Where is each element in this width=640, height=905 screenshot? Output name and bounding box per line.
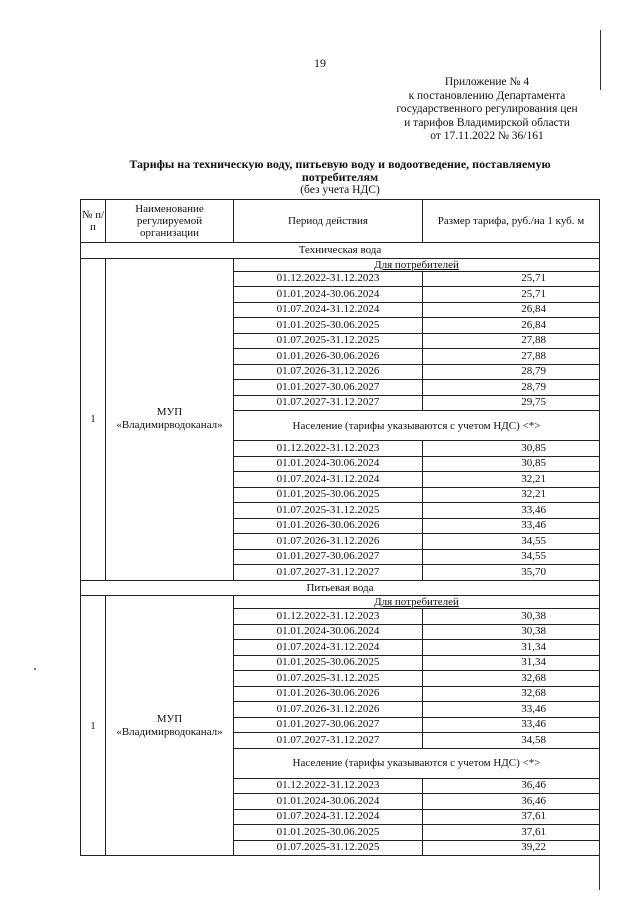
section-row	[81, 243, 600, 259]
tariff-cell: 37,61	[423, 809, 600, 825]
period-cell: 01.01.2026-30.06.2026	[234, 349, 423, 365]
section-title: Техническая вода	[81, 243, 600, 259]
row-number: 1	[81, 596, 106, 856]
period-cell: 01.01.2025-30.06.2025	[234, 655, 423, 671]
tariff-cell: 33,46	[423, 518, 600, 534]
scan-mark	[600, 30, 601, 90]
group-row	[81, 258, 600, 271]
appendix-line: государственного регулирования цен	[396, 103, 578, 115]
table-header-row	[81, 200, 600, 243]
appendix-line: Приложение № 4	[444, 76, 530, 88]
period-cell: 01.07.2027-31.12.2027	[234, 565, 423, 581]
scan-mark	[599, 850, 600, 890]
organization-name	[106, 258, 234, 580]
tariff-cell: 30,38	[423, 609, 600, 625]
appendix-line: от 17.11.2022 № 36/161	[430, 130, 544, 142]
period-cell: 01.07.2025-31.12.2025	[234, 333, 423, 349]
period-cell: 01.07.2024-31.12.2024	[234, 640, 423, 656]
period-cell: 01.01.2025-30.06.2025	[234, 825, 423, 841]
period-cell: 01.07.2025-31.12.2025	[234, 840, 423, 856]
period-cell: 01.12.2022-31.12.2023	[234, 778, 423, 794]
tariff-table	[80, 199, 600, 856]
group-label: Для потребителей	[374, 596, 459, 608]
table-body	[81, 243, 600, 856]
page-number: 19	[314, 56, 326, 70]
header-period: Период действия	[234, 200, 423, 243]
tariff-cell: 29,75	[423, 395, 600, 411]
organization-line: «Владимирводоканал»	[116, 419, 223, 431]
tariff-cell: 33,46	[423, 503, 600, 519]
header-organization: Наименование регулируемой организации	[106, 200, 234, 243]
section-row	[81, 580, 600, 596]
tariff-cell: 35,70	[423, 565, 600, 581]
group-label-cell	[234, 411, 600, 441]
tariff-cell: 27,88	[423, 349, 600, 365]
period-cell: 01.07.2026-31.12.2026	[234, 364, 423, 380]
period-cell: 01.01.2026-30.06.2026	[234, 686, 423, 702]
document-subtitle: (без учета НДС)	[300, 184, 380, 196]
tariff-cell: 34,55	[423, 534, 600, 550]
organization-line: «Владимирводоканал»	[116, 725, 223, 738]
appendix-line: к постановлению Департамента	[408, 89, 566, 102]
tariff-cell: 34,58	[423, 733, 600, 749]
tariff-cell: 33,46	[423, 717, 600, 733]
scan-dot	[34, 668, 36, 670]
period-cell: 01.07.2024-31.12.2024	[234, 302, 423, 318]
organization-line: МУП	[156, 712, 183, 725]
tariff-cell: 26,84	[423, 302, 600, 318]
tariff-cell: 33,46	[423, 702, 600, 718]
group-row	[81, 596, 600, 609]
header-number: № п/п	[81, 200, 106, 243]
tariff-cell: 32,21	[423, 487, 600, 503]
tariff-cell: 26,84	[423, 318, 600, 334]
period-cell: 01.01.2025-30.06.2025	[234, 487, 423, 503]
tariff-cell: 32,68	[423, 686, 600, 702]
period-cell: 01.01.2027-30.06.2027	[234, 380, 423, 396]
organization-name	[106, 596, 234, 856]
tariff-cell: 31,34	[423, 640, 600, 656]
header-tariff: Размер тарифа, руб./на 1 куб. м	[423, 200, 600, 243]
tariff-cell: 28,79	[423, 364, 600, 380]
tariff-cell: 27,88	[423, 333, 600, 349]
tariff-cell: 30,38	[423, 624, 600, 640]
document-title: Тарифы на техническую воду, питьевую воду и водоотведение, поставляемую потребителям	[129, 157, 551, 184]
tariff-cell: 37,61	[423, 825, 600, 841]
group-label-cell	[234, 258, 600, 271]
tariff-cell: 32,68	[423, 671, 600, 687]
group-label: Для потребителей	[374, 258, 459, 271]
period-cell: 01.01.2027-30.06.2027	[234, 717, 423, 733]
period-cell: 01.01.2024-30.06.2024	[234, 287, 423, 303]
period-cell: 01.01.2024-30.06.2024	[234, 456, 423, 472]
tariff-cell: 30,85	[423, 456, 600, 472]
tariff-cell: 31,34	[423, 655, 600, 671]
appendix-line: и тарифов Владимирской области	[404, 116, 570, 129]
tariff-cell: 30,85	[423, 441, 600, 457]
tariff-cell: 25,71	[423, 287, 600, 303]
period-cell: 01.07.2025-31.12.2025	[234, 503, 423, 519]
organization-line: МУП	[156, 406, 183, 418]
period-cell: 01.07.2026-31.12.2026	[234, 534, 423, 550]
period-cell: 01.07.2027-31.12.2027	[234, 733, 423, 749]
tariff-cell: 39,22	[423, 840, 600, 856]
group-label-cell	[234, 596, 600, 609]
period-cell: 01.12.2022-31.12.2023	[234, 271, 423, 287]
section-title: Питьевая вода	[81, 580, 600, 596]
period-cell: 01.07.2024-31.12.2024	[234, 809, 423, 825]
tariff-cell: 36,46	[423, 794, 600, 810]
tariff-cell: 28,79	[423, 380, 600, 396]
period-cell: 01.12.2022-31.12.2023	[234, 609, 423, 625]
period-cell: 01.01.2024-30.06.2024	[234, 624, 423, 640]
period-cell: 01.01.2026-30.06.2026	[234, 518, 423, 534]
period-cell: 01.07.2024-31.12.2024	[234, 472, 423, 488]
group-label: Население (тарифы указываются с учетом НДС) <*>	[292, 757, 541, 769]
appendix-block	[372, 76, 602, 144]
tariff-cell: 36,46	[423, 778, 600, 794]
period-cell: 01.01.2024-30.06.2024	[234, 794, 423, 810]
period-cell: 01.07.2027-31.12.2027	[234, 395, 423, 411]
tariff-cell: 25,71	[423, 271, 600, 287]
period-cell: 01.07.2025-31.12.2025	[234, 671, 423, 687]
period-cell: 01.01.2025-30.06.2025	[234, 318, 423, 334]
period-cell: 01.01.2027-30.06.2027	[234, 549, 423, 565]
group-label-cell	[234, 748, 600, 778]
tariff-cell: 32,21	[423, 472, 600, 488]
period-cell: 01.07.2026-31.12.2026	[234, 702, 423, 718]
group-label: Население (тарифы указываются с учетом НДС) <*>	[292, 419, 541, 432]
row-number: 1	[81, 258, 106, 580]
period-cell: 01.12.2022-31.12.2023	[234, 441, 423, 457]
tariff-cell: 34,55	[423, 549, 600, 565]
